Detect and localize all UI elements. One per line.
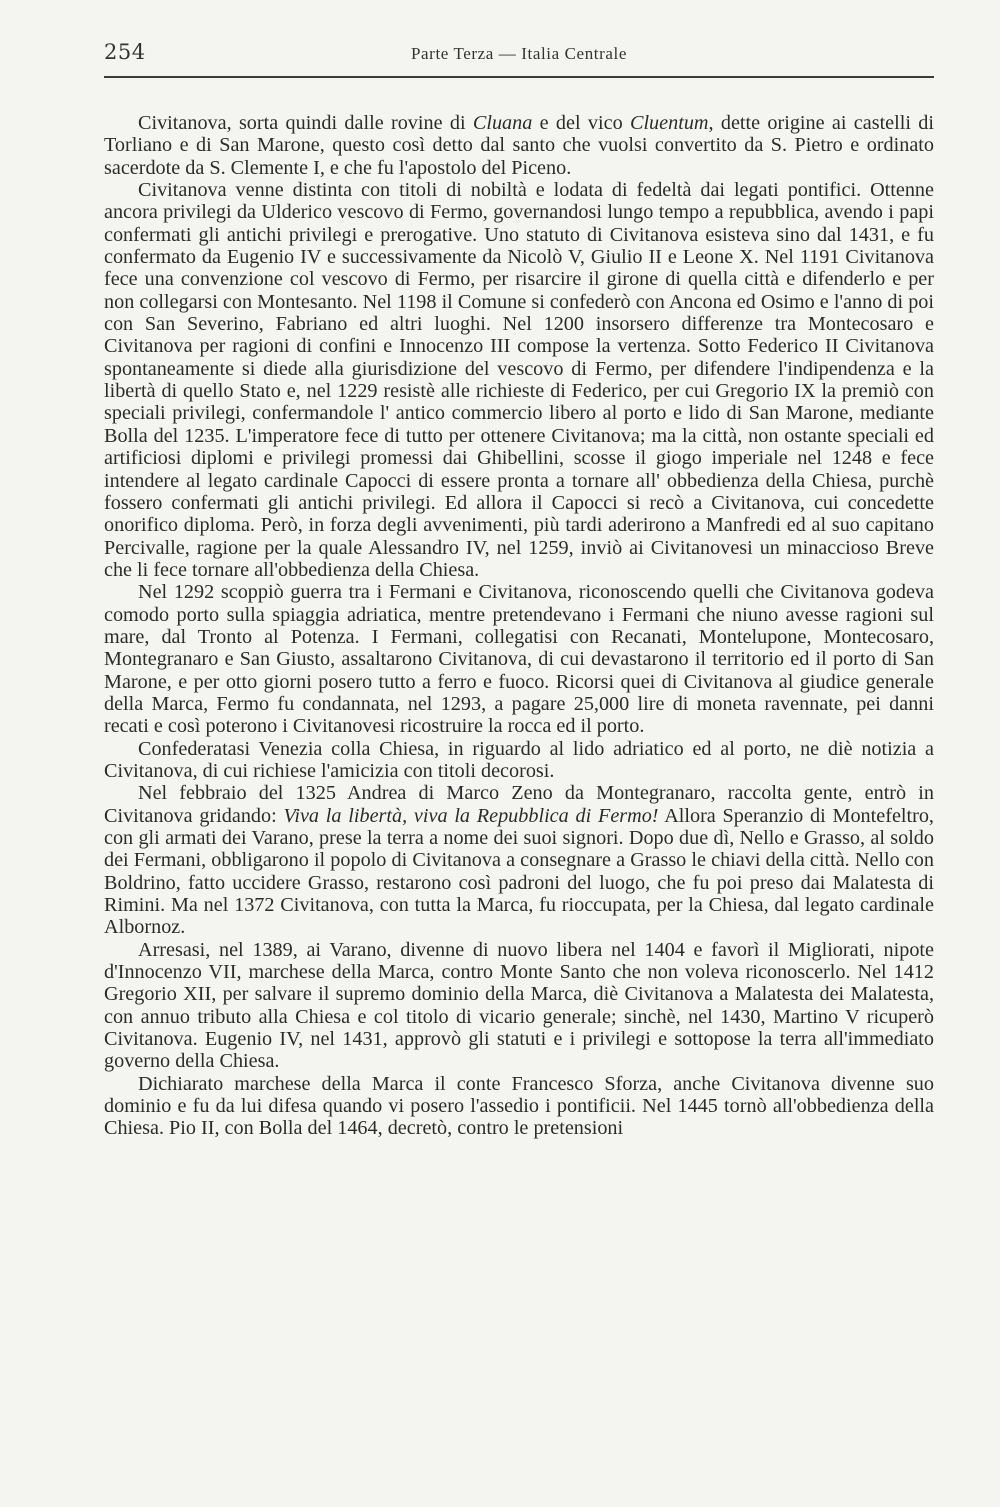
paragraph-4: Confederatasi Venezia colla Chiesa, in riguardo al lido adriatico ed al porto, ne diè notizia a Civitanova, di cui richiese l'amicizia con titoli decorosi. bbox=[104, 737, 934, 782]
page-header bbox=[104, 40, 934, 74]
italic-term-cluentum: Cluentum bbox=[629, 112, 709, 134]
header-rule bbox=[104, 76, 934, 78]
page-number: 254 bbox=[104, 40, 146, 64]
paragraph-3: Nel 1292 scoppiò guerra tra i Fermani e Civitanova, riconoscendo quelli che Civitanova godeva comodo porto sulla spiaggia adriatica, mentre pretendevano i Fermani che niuno avesse ragioni sul mare, dal Tronto al Potenza. I Fermani, collegatisi con Recanati, Montelupone, Montecosaro, Montegranaro e San Giusto, assaltarono Civitanova, di cui devastarono il territorio ed il porto di San Marone, e per otto giorni posero tutto a ferro e fuoco. Ricorsi quei di Civitanova al giudice generale della Marca, Fermo fu condannata, nel 1293, a pagare 25,000 lire di moneta ravennate, pei danni recati e così poterono i Civitanovesi ricostruire la rocca ed il porto. bbox=[104, 581, 934, 738]
running-title: Parte Terza — Italia Centrale bbox=[410, 44, 628, 63]
italic-quote: Viva la libertà, viva la Repubblica di Fermo! bbox=[283, 804, 659, 827]
italic-term-cluana: Cluana bbox=[472, 112, 533, 134]
body-text bbox=[104, 112, 934, 1140]
paragraph-1: Civitanova, sorta quindi dalle rovine di Cluana e del vico Cluentum, dette origine ai castelli di Torliano e di San Marone, questo così detto dal santo che vuolsi convertito da S. Pietro e ordinato sacerdote da S. Clemente I, e che fu l'apostolo del Piceno. bbox=[104, 112, 934, 179]
paragraph-6: Arresasi, nel 1389, ai Varano, divenne di nuovo libera nel 1404 e favorì il Migliorati, nipote d'Innocenzo VII, marchese della Marca, contro Monte Santo che non voleva riconoscerlo. Nel 1412 Gregorio XII, per salvare il supremo dominio della Marca, diè Civitanova a Malatesta dei Malatesta, con annuo tributo alla Chiesa e col titolo di vicario generale; sinchè, nel 1430, Martino V ricuperò Civitanova. Eugenio IV, nel 1431, approvò gli statuti e i privilegi e sottopose la terra all'immediato governo della Chiesa. bbox=[104, 938, 934, 1073]
paragraph-5: Nel febbraio del 1325 Andrea di Marco Zeno da Montegranaro, raccolta gente, entrò in Civitanova gridando: Viva la libertà, viva la Repubblica di Fermo! Allora Speranzio di Montefeltro, con gli armati dei Varano, prese la terra a nome dei suoi signori. Dopo due dì, Nello e Grasso, al soldo dei Fermani, obbligarono il popolo di Civitanova a consegnare a Grasso le chiavi della città. Nello con Boldrino, fatto uccidere Grasso, restarono così padroni del luogo, che fu poi preso dai Malatesta di Rimini. Ma nel 1372 Civitanova, con tutta la Marca, fu rioccupata, per la Chiesa, dal legato cardinale Albornoz. bbox=[104, 782, 934, 939]
paragraph-2: Civitanova venne distinta con titoli di nobiltà e lodata di fedeltà dai legati pontifici. Ottenne ancora privilegi da Ulderico vescovo di Fermo, governandosi lungo tempo a repubblica, avendo i papi confermati gli antichi privilegi e prerogative. Uno statuto di Civitanova esisteva sino dal 1431, e fu confermato da Eugenio IV e successivamente da Nicolò V, Giulio II e Leone X. Nel 1191 Civitanova fece una convenzione col vescovo di Fermo, per risarcire il girone di quella città e difenderlo e per non collegarsi con Montesanto. Nel 1198 il Comune si confederò con Ancona ed Osimo e l'anno di poi con San Severino, Fabriano ed altri luoghi. Nel 1200 insorsero differenze tra Montecosaro e Civitanova per ragioni di confini e Innocenzo III compose la vertenza. Sotto Federico II Civitanova spontaneamente si diede alla giurisdizione del vescovo di Fermo, per difendere l'indipendenza e la libertà di quello Stato e, nel 1229 resistè alle richieste di Federico, per cui Gregorio IX la premiò con speciali privilegi, confermandole l' antico commercio libero al porto e lido di San Marone, mediante Bolla del 1235. L'imperatore fece di tutto per ottenere Civitanova; ma la città, non ostante speciali ed artificiosi diplomi e privilegi promessi dai Ghibellini, scosse il giogo imperiale nel 1248 e fece intendere al legato cardinale Capocci di essere pronta a tornare all' obbedienza della Chiesa, purchè fossero confermati gli antichi privilegi. Ed allora il Capocci si recò a Civitanova, cui concedette onorifico diploma. Però, in forza degli avvenimenti, più tardi aderirono a Manfredi ed al suo capitano Percivalle, ragione per la quale Alessandro IV, nel 1259, inviò ai Civitanovesi un minaccioso Breve che li fece tornare all'obbedienza della Chiesa. bbox=[104, 179, 934, 581]
paragraph-7: Dichiarato marchese della Marca il conte Francesco Sforza, anche Civitanova divenne suo dominio e fu da lui difesa quando vi posero l'assedio i pontificii. Nel 1445 tornò all'obbedienza della Chiesa. Pio II, con Bolla del 1464, decretò, contro le pretensioni bbox=[104, 1072, 934, 1140]
